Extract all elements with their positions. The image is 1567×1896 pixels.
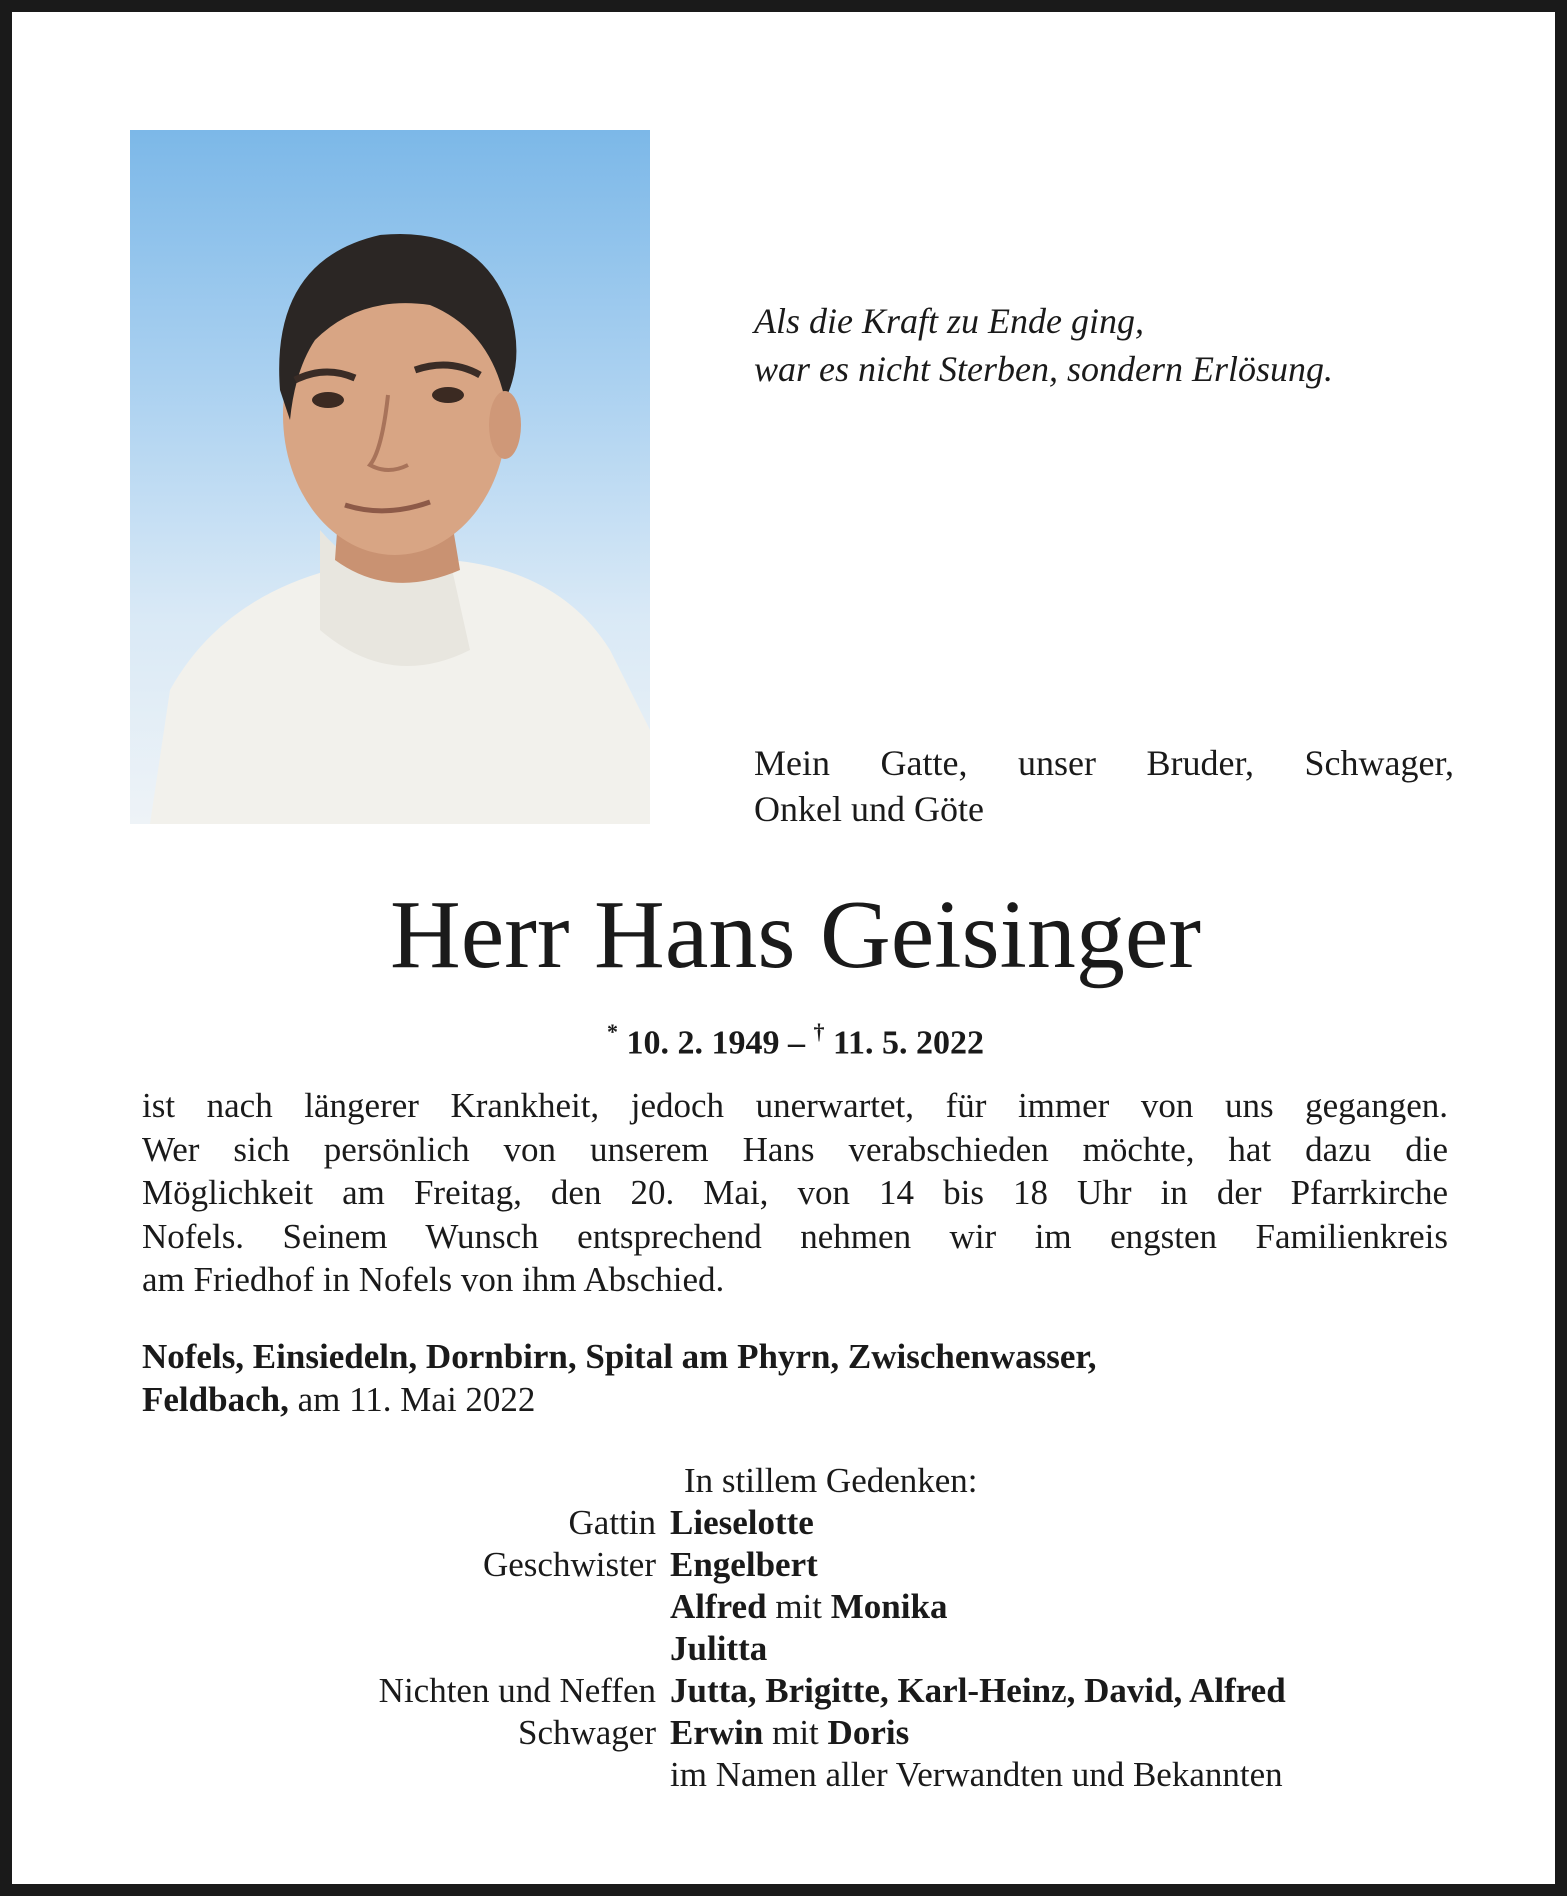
announcement-line: am Friedhof in Nofels von ihm Abschied.: [142, 1260, 725, 1299]
mourner-connector: im Namen aller Verwandten und Bekannten: [670, 1755, 1283, 1794]
announcement-line: ist nach längerer Krankheit, jedoch unerwartet, für immer von uns gegangen.: [142, 1086, 1448, 1125]
mourner-name: Lieselotte: [670, 1503, 814, 1542]
deceased-name: Herr Hans Geisinger: [390, 881, 1201, 989]
announcement-line: Möglichkeit am Freitag, den 20. Mai, von 14 bis 18 Uhr in der Pfarrkirche: [142, 1173, 1448, 1212]
mourner-names: [670, 1712, 909, 1754]
motto-line-2: war es nicht Sterben, sondern Erlösung.: [754, 349, 1333, 389]
mourner-name: Engelbert: [670, 1545, 818, 1584]
mourner-names: [670, 1628, 767, 1670]
mourner-role: [142, 1754, 670, 1796]
announcement-text: [142, 1084, 1448, 1302]
announcement-line: Nofels. Seinem Wunsch entsprechend nehmen wir im engsten Familienkreis: [142, 1216, 1448, 1256]
relation-line-1: Mein Gatte, unser Bruder, Schwager,: [754, 743, 1454, 783]
mourner-row: [142, 1628, 1472, 1670]
date-separator: –: [787, 1024, 805, 1062]
mourner-name: Alfred: [670, 1587, 767, 1626]
places-line-2: [142, 1378, 1472, 1421]
place-and-date: [142, 1335, 1472, 1421]
death-symbol: †: [813, 1019, 825, 1044]
mourner-row: [142, 1712, 1472, 1754]
relation-text: [754, 740, 1454, 832]
mourners-list: [142, 1460, 1472, 1796]
mourner-row: [142, 1544, 1472, 1586]
mourner-rows: [142, 1502, 1472, 1796]
mourner-role: [142, 1628, 670, 1670]
portrait-illustration: [130, 130, 650, 824]
mourner-name: Doris: [827, 1713, 910, 1752]
portrait-photo: [130, 130, 650, 824]
mourner-connector: mit: [766, 1587, 831, 1626]
mourner-name: Jutta, Brigitte, Karl-Heinz, David, Alfred: [670, 1671, 1286, 1710]
life-dates: [12, 1012, 1567, 1065]
mourners-intro: In stillem Gedenken:: [684, 1461, 978, 1500]
mourner-role: Geschwister: [482, 1545, 656, 1584]
notice-date: am 11. Mai 2022: [288, 1380, 536, 1419]
mourner-names: [670, 1586, 947, 1628]
mourner-name: Julitta: [670, 1629, 768, 1668]
places-line-2-place: Feldbach,: [142, 1380, 289, 1419]
mourner-role: Nichten und Neffen: [378, 1671, 656, 1710]
mourner-role: Schwager: [517, 1713, 656, 1752]
mourner-row: [142, 1502, 1472, 1544]
places-line-1: Nofels, Einsiedeln, Dornbirn, Spital am Phyrn, Zwischenwasser,: [142, 1337, 1097, 1376]
birth-date: 10. 2. 1949: [626, 1024, 780, 1062]
relation-line-2: Onkel und Göte: [754, 789, 984, 829]
mourner-names: [670, 1502, 814, 1544]
mourner-names: [670, 1670, 1286, 1712]
birth-symbol: *: [606, 1019, 618, 1044]
motto-line-1: Als die Kraft zu Ende ging,: [754, 301, 1144, 341]
mourner-name: Monika: [830, 1587, 948, 1626]
mourner-row: [142, 1670, 1472, 1712]
mourner-row: [142, 1754, 1472, 1796]
announcement-line: Wer sich persönlich von unserem Hans verabschieden möchte, hat dazu die: [142, 1129, 1448, 1169]
mourner-role: [142, 1586, 670, 1628]
mourner-name: Erwin: [670, 1713, 764, 1752]
mourner-names: [670, 1754, 1283, 1796]
motto-quote: [754, 297, 1474, 393]
mourner-names: [670, 1544, 818, 1586]
mourner-connector: mit: [763, 1713, 828, 1752]
mourner-role: Gattin: [568, 1503, 656, 1542]
mourner-row: [142, 1586, 1472, 1628]
death-date: 11. 5. 2022: [832, 1024, 985, 1062]
